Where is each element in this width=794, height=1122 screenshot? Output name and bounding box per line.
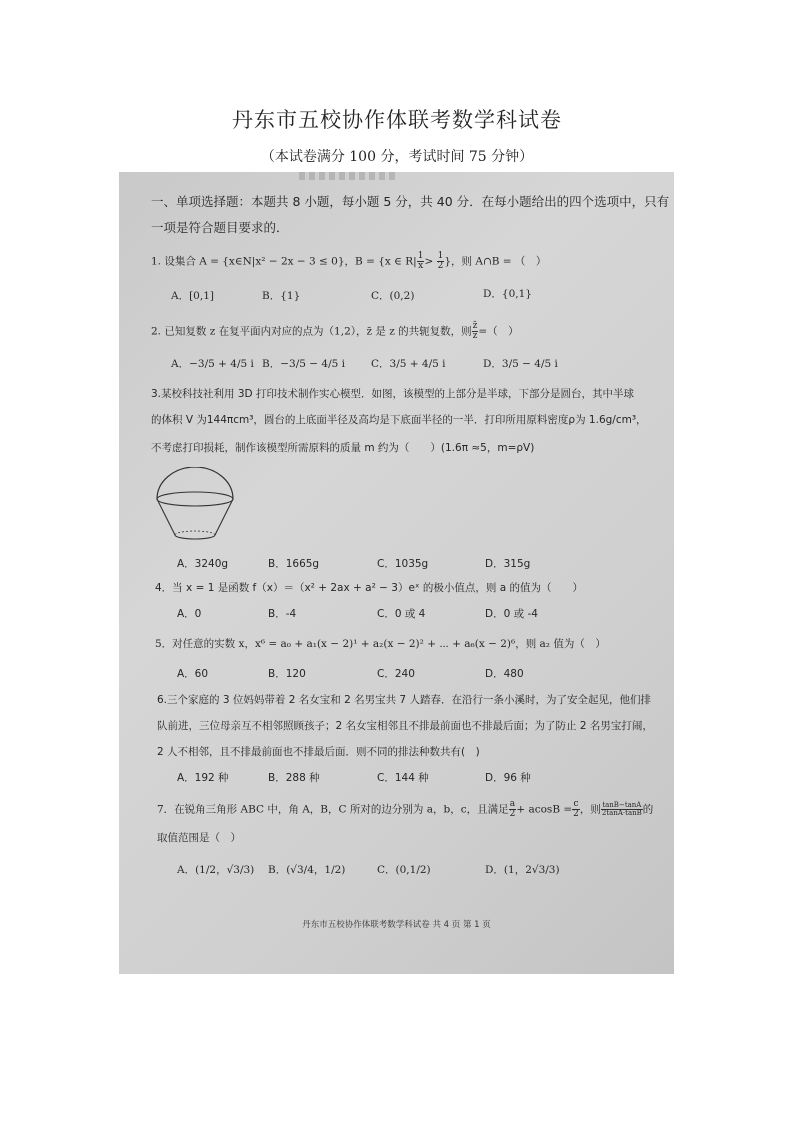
- q2-option-a: A．−3/5 + 4/5 i: [171, 358, 254, 370]
- question-2-stem: [151, 322, 519, 341]
- page-subtitle: （本试卷满分 100 分，考试时间 75 分钟）: [260, 149, 534, 165]
- q4-option-a: A．0: [177, 608, 202, 620]
- q5-option-c: C．240: [377, 668, 415, 680]
- exam-photo: [119, 172, 674, 974]
- q6-option-d: D．96 种: [485, 772, 531, 784]
- q1-stem-part-b: >: [424, 255, 437, 268]
- q2-stem-part-b: =（ ）: [478, 325, 519, 338]
- q2-option-d: D．3/5 − 4/5 i: [483, 358, 558, 370]
- q7-stem-part-a: 7．在锐角三角形 ABC 中，角 A，B，C 所对的边分别为 a，b，c，且满足: [157, 803, 509, 816]
- q2-option-c: C．3/5 + 4/5 i: [371, 358, 446, 370]
- q7-option-c: C．(0,1/2): [377, 864, 431, 876]
- q1-option-c: C．(0,2): [371, 290, 415, 302]
- section-heading-line2: 一项是符合题目要求的．: [151, 220, 289, 235]
- q2-stem-part-a: 2. 已知复数 z 在复平面内对应的点为（1,2），z̄ 是 z 的共轭复数，则: [151, 325, 472, 338]
- q6-option-b: B．288 种: [268, 772, 320, 784]
- q7-line2: 取值范围是（ ）: [157, 832, 241, 844]
- q3-option-d: D．315g: [485, 558, 531, 570]
- q4-option-d: D．0 或 -4: [485, 608, 538, 620]
- q3-line2: 的体积 V 为144πcm³，圆台的上底面半径及高均是下底面半径的一半．打印所用原料密度ρ为 1.6g/cm³，: [151, 414, 647, 426]
- section-heading-line1: 一、单项选择题：本题共 8 小题，每小题 5 分，共 40 分．在每小题给出的四个选项中，只有: [151, 194, 670, 209]
- q3-option-a: A．3240g: [177, 558, 229, 570]
- q6-option-c: C．144 种: [377, 772, 429, 784]
- q3-line3: 不考虑打印损耗，制作该模型所需原料的质量 m 约为（ ）(1.6π ≈5，m=ρV): [151, 442, 535, 454]
- q7-fraction-2: $\frac{c}{2}$: [573, 799, 579, 819]
- q1-option-a: A．[0,1]: [171, 290, 214, 302]
- q4-option-b: B．-4: [268, 608, 297, 620]
- q6-line3: 2 人不相邻，且不排最前面也不排最后面．则不同的排法种数共有( ): [157, 746, 480, 758]
- q7-fraction-1: $\frac{a}{2}$: [509, 799, 516, 819]
- q7-option-a: A．(1/2，√3/3): [177, 864, 255, 876]
- q1-fraction-1: $\frac{1}{x}$: [417, 251, 424, 271]
- q4-stem: 4．当 x = 1 是函数 f（x）＝（x² + 2ax + a² − 3）eˣ 的极小值点，则 a 的值为（ ）: [155, 582, 584, 594]
- q1-fraction-2: $\frac{1}{2}$: [437, 251, 444, 271]
- q5-option-d: D．480: [485, 668, 524, 680]
- q3-option-b: B．1665g: [268, 558, 320, 570]
- page-title: 丹东市五校协作体联考数学科试卷: [232, 108, 562, 132]
- q1-stem-part-a: 1. 设集合 A = {x∈N|x² − 2x − 3 ≤ 0}，B = {x ∈ R|: [151, 255, 417, 268]
- page-footer: 丹东市五校协作体联考数学科试卷 共 4 页 第 1 页: [302, 920, 491, 930]
- q7-stem-part-b: + acosB =: [516, 803, 573, 816]
- q1-stem-part-c: }，则 A∩B = （ ）: [444, 255, 547, 268]
- q6-option-a: A．192 种: [177, 772, 229, 784]
- q7-option-b: B．(√3/4，1/2): [268, 864, 346, 876]
- q7-option-d: D．(1，2√3/3): [485, 864, 560, 876]
- question-1-stem: [151, 252, 546, 271]
- q3-line1: 3.某校科技社利用 3D 打印技术制作实心模型．如图，该模型的上部分是半球，下部分是圆台，其中半球: [151, 388, 634, 400]
- q7-stem-part-d: 的: [642, 803, 654, 816]
- q2-option-b: B．−3/5 − 4/5 i: [262, 358, 345, 370]
- q6-line2: 队前进，三位母亲互不相邻照顾孩子；2 名女宝相邻且不排最前面也不排最后面；为了防止 2 名男宝打闹，: [157, 720, 653, 732]
- q7-stem-part-c: ，则: [579, 803, 601, 816]
- q3-option-c: C．1035g: [377, 558, 429, 570]
- hemisphere-frustum-figure: [155, 467, 235, 547]
- q5-stem: 5．对任意的实数 x，x⁶ = a₀ + a₁(x − 2)¹ + a₂(x − 2)² + ⋯ + a₆(x − 2)⁶，则 a₂ 值为（ ）: [155, 638, 606, 650]
- q4-option-c: C．0 或 4: [377, 608, 426, 620]
- q7-fraction-3: $\frac{\tan B-\tan A}{2\tan A\cdot\tan B}$: [601, 801, 642, 817]
- q5-option-b: B．120: [268, 668, 306, 680]
- q7-stem: [157, 800, 653, 819]
- q5-option-a: A．60: [177, 668, 209, 680]
- q2-fraction: $\frac{z̄}{z}$: [472, 321, 478, 341]
- q6-line1: 6.三个家庭的 3 位妈妈带着 2 名女宝和 2 名男宝共 7 人踏春．在沿行一条小溪时，为了安全起见，他们排: [157, 694, 651, 706]
- q1-option-b: B．{1}: [262, 290, 301, 302]
- scan-smudge: [299, 172, 399, 180]
- q1-option-d: D．{0,1}: [483, 288, 532, 300]
